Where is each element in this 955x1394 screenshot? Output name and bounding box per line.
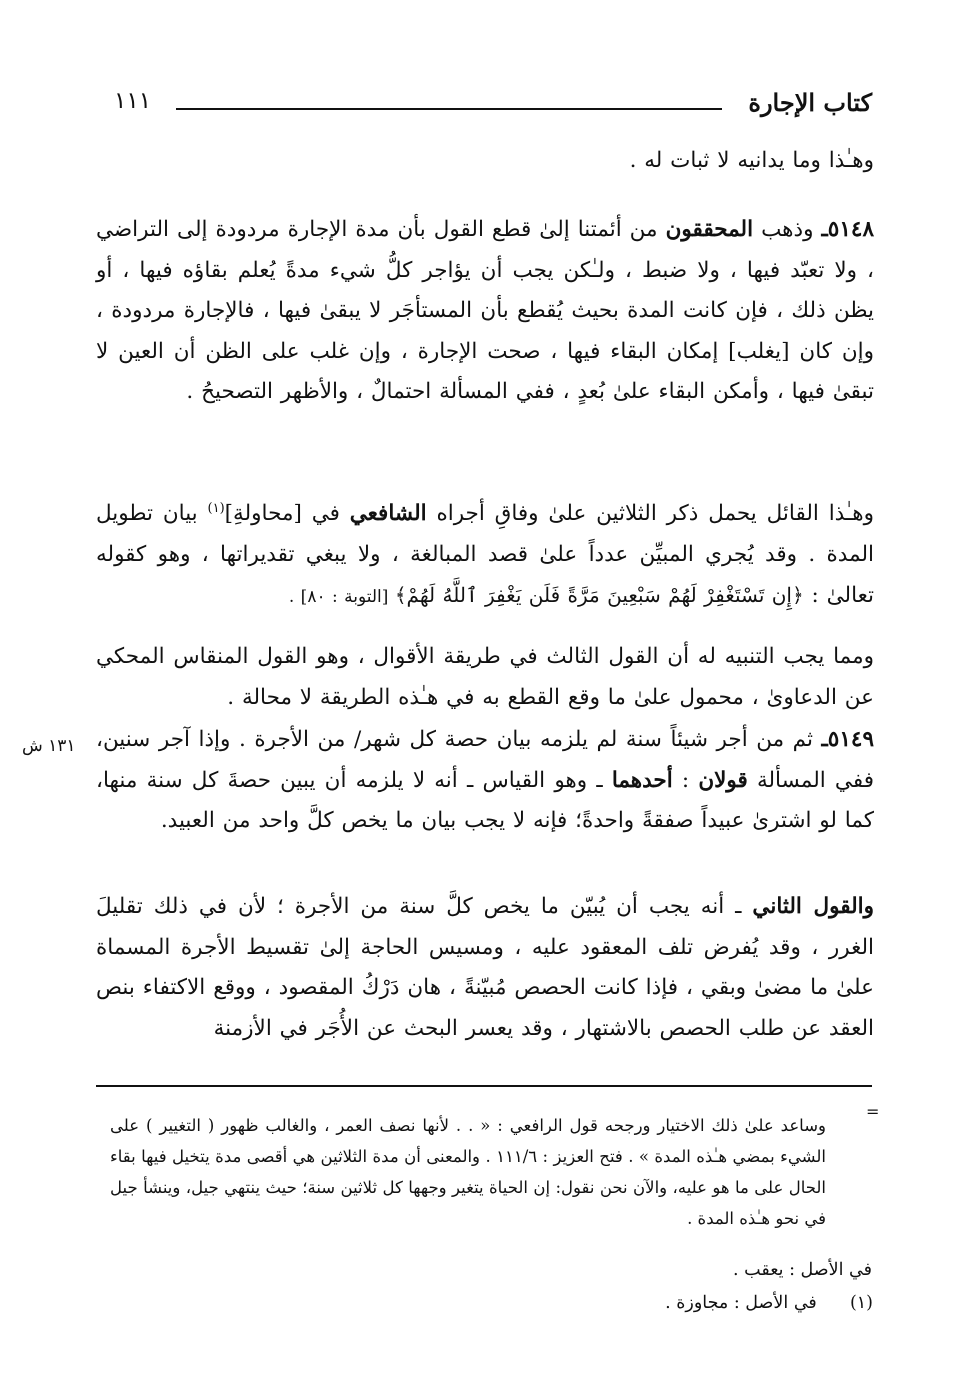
paragraph-text: بيان تطويل المدة . وقد يُجري المبيِّن عدداً علىٰ قصد المبالغة ، ولا يبغي تقديراتها ، وهو كقوله تعالىٰ : bbox=[96, 501, 874, 609]
margin-folio-note: ١٣١ ش bbox=[22, 736, 76, 756]
paragraph-text: ومما يجب التنبيه له أن القول الثالث في طريقة الأقوال ، وهو القول المنقاس المحكي عن الدعاوىٰ ، محمول علىٰ ما وقع القطع به في هـٰذه الطريقة لا محالة . bbox=[96, 644, 874, 710]
paragraph-mid: في [محاولةِ] bbox=[224, 501, 350, 527]
footnote-ref: (١) bbox=[207, 501, 225, 516]
header-rule bbox=[176, 108, 722, 110]
paragraph-5148 bbox=[96, 210, 874, 413]
footnote-separator bbox=[96, 1085, 872, 1087]
bold-term: الشافعي bbox=[349, 501, 427, 527]
chapter-title: كتاب الإجارة bbox=[748, 88, 872, 117]
paragraph-text: وهـٰذا وما يدانيه لا ثبات له . bbox=[629, 148, 874, 173]
paragraph-5149 bbox=[96, 720, 874, 842]
bold-term: قولان bbox=[698, 767, 748, 793]
paragraph-third-opinion bbox=[96, 637, 874, 718]
paragraph-0 bbox=[96, 141, 874, 182]
footnote-note-a: في الأصل : يعقب . bbox=[733, 1260, 872, 1280]
paragraph-text: من أئمتنا إلىٰ قطع القول بأن مدة الإجارة مردودة إلى التراضي ، ولا تعبّد فيها ، ولا ضبط ، ولـٰكن يجب أن يؤاجر كلُّ شيء مدةً يُعلم بقاؤه فيها ، أو يظن ذلك ، فإن كانت المدة بحيث يُقطع بأن المستأجَر لا يبقىٰ فيها ، فالإجارة مردودة ، وإن كان [يغلب] إمكان البقاء فيها ، صحت الإجارة ، وإن غلب على الظن أن العين لا تبقىٰ فيها ، وأمكن البقاء علىٰ بُعدٍ ، ففي المسألة احتمالٌ ، والأظهر التصحيحُ . bbox=[96, 217, 874, 404]
paragraph-text: ـ وهو القياس ـ أنه لا يلزمه أن يبين حصةَ كل سنة منها، كما لو اشترىٰ عبيداً صفقةً واحدةً؛ فإنه لا يجب بيان ما يخص كلَّ واحد من العبيد. bbox=[96, 767, 874, 833]
running-header bbox=[100, 86, 872, 126]
paragraph-text: ـ أنه يجب أن يُبيّن ما يخص كلَّ سنة من الأجرة ؛ لأن في ذلك تقليلَ الغرر ، وقد يُفرض تلف المعقود عليه ، ومسيس الحاجة إلىٰ تقسيط الأجرة المسماة علىٰ ما مضىٰ وبقي ، فإذا كانت الحصص مُبيّنةً ، هان دَرْكُ المقصود ، ووقع الاكتفاء بنص العقد عن طلب الحصص بالاشتهار ، وقد يعسر البحث عن الأُجَر في الأزمنة bbox=[96, 894, 874, 1041]
bold-term: المحققون bbox=[665, 217, 754, 242]
footnote-continuation-marker: = bbox=[866, 1102, 880, 1121]
quran-verse: ﴿إِن تَسْتَغْفِرْ لَهُمْ سَبْعِينَ مَرَّةً فَلَن يَغْفِرَ ٱللَّهُ لَهُمْ﴾ bbox=[394, 583, 804, 608]
paragraph-mid: : bbox=[672, 767, 699, 793]
paragraph-lead: وهـٰذا القائل يحمل ذكر الثلاثين علىٰ وفاقِ أجراه bbox=[426, 501, 874, 527]
footnote-text: وساعد علىٰ ذلك الاختيار ورجحه قول الرافعي : « . . لأنها نصف العمر ، والغالب ظهور ( التغيير ) على الشيء بمضي هـٰذه المدة » . فتح العزيز : ١١١/٦ . والمعنى أن مدة الثلاثين هي أقصى مدة يتخيل فيها بقاء الحال على ما هو عليه، والآن نحن نقول: إن الحياة يتغير وجهها كل ثلاثين سنة؛ حيث ينتهي جيل، وينشأ جيل في نحو هـٰذه المدة . bbox=[110, 1116, 826, 1228]
bold-term: والقول الثاني bbox=[752, 894, 874, 919]
paragraph-number: ٥١٤٩ـ bbox=[821, 727, 874, 752]
paragraph-lead: ثم من أجر شيئاً سنة لم يلزمه بيان حصة كل شهر/ من الأجرة . وإذا آجر سنين، ففي المسألة bbox=[96, 727, 874, 793]
footnote-continued bbox=[110, 1110, 826, 1234]
footnote-number: (١) bbox=[849, 1293, 873, 1313]
paragraph-number: ٥١٤٨ـ bbox=[821, 217, 874, 242]
paragraph-second-opinion bbox=[96, 887, 874, 1049]
bold-term-2: أحدهما bbox=[611, 767, 673, 793]
page-number: ١١١ bbox=[114, 88, 152, 114]
verse-citation: [التوبة : ٨٠] . bbox=[288, 587, 395, 608]
paragraph-shafii bbox=[96, 489, 874, 618]
footnote-text: في الأصل : مجاوزة . bbox=[665, 1293, 817, 1313]
footnote-1 bbox=[665, 1293, 873, 1313]
paragraph-lead: وذهب bbox=[753, 217, 822, 242]
